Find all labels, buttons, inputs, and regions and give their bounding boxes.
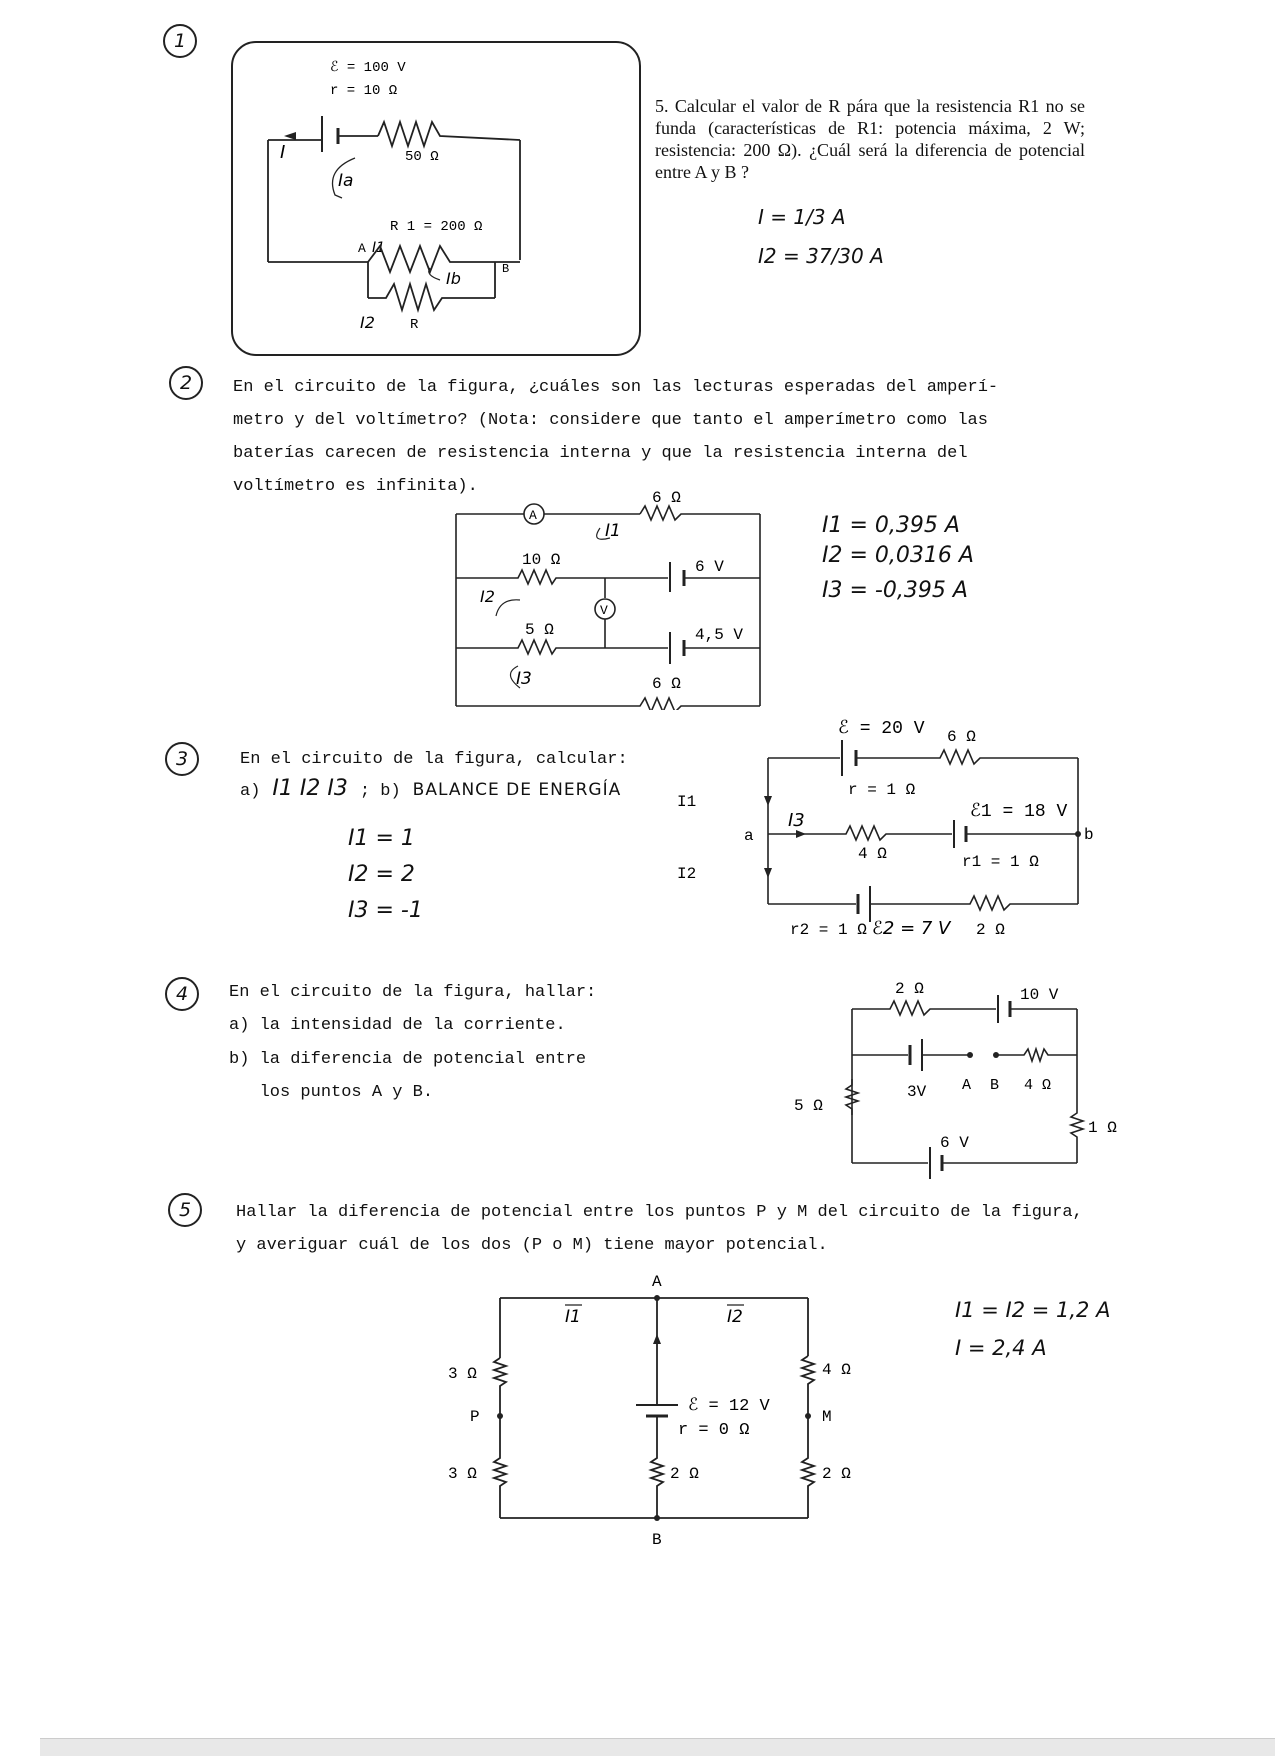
resistor-2-icon xyxy=(852,1001,996,1015)
circuit-4-r2: 2 Ω xyxy=(895,980,924,998)
resistor-4-icon xyxy=(802,1356,814,1416)
circuit-4-A: A xyxy=(962,1077,972,1094)
circuit-4-e10: 10 V xyxy=(1020,986,1059,1004)
problem-4-line-2: a) la intensidad de la corriente. xyxy=(229,1016,566,1035)
circuit-2-e6: 6 V xyxy=(695,558,724,576)
circuit-5-r2a: 2 Ω xyxy=(670,1465,699,1483)
circuit-2-I1: I1 xyxy=(605,521,621,541)
circuit-3-r1b: r1 = 1 Ω xyxy=(962,853,1039,871)
circuit-3-r6: 6 Ω xyxy=(947,728,976,746)
resistor-6-bot-icon xyxy=(456,698,760,710)
circuit-3-r4: 4 Ω xyxy=(858,845,887,863)
circuit-3-I2: I2 xyxy=(677,865,697,883)
resistor-2-center-icon xyxy=(651,1416,663,1518)
circuit-4-B: B xyxy=(990,1077,1000,1094)
circuit-3 xyxy=(660,718,1130,943)
problem-4-number: 4 xyxy=(165,977,199,1011)
circuit-1-r: r = 10 Ω xyxy=(330,83,398,99)
circuit-5-r4: 4 Ω xyxy=(822,1361,851,1379)
circuit-1-loop-Ia: Ia xyxy=(338,171,354,191)
circuit-1-I1: I1 xyxy=(372,240,386,256)
resistor-50-icon xyxy=(378,122,520,146)
circuit-2-r6top: 6 Ω xyxy=(652,489,681,507)
circuit-3-e1: ℰ1 = 18 V xyxy=(970,802,1068,822)
circuit-3-I1: I1 xyxy=(677,793,697,811)
problem-5-answer-2: I = 2,4 A xyxy=(955,1336,1047,1360)
resistor-1-icon xyxy=(1071,1107,1083,1163)
arrow-down-icon-2 xyxy=(764,868,772,878)
circuit-5-I1: I1 xyxy=(565,1307,581,1327)
problem-3-answer-2: I2 = 2 xyxy=(348,862,415,887)
circuit-4-r5: 5 Ω xyxy=(794,1097,823,1115)
problem-2-answer-2: I2 = 0,0316 A xyxy=(822,543,974,568)
arrow-icon xyxy=(284,132,296,140)
circuit-3-r2ohm: 2 Ω xyxy=(976,921,1005,939)
circuit-2-r6bot: 6 Ω xyxy=(652,675,681,693)
problem-5-line-1: Hallar la diferencia de potencial entre los puntos P y M del circuito de la figura, xyxy=(236,1203,1083,1222)
page-edge xyxy=(40,1738,1275,1756)
circuit-1 xyxy=(230,40,645,360)
circuit-5-r3b: 3 Ω xyxy=(448,1465,477,1483)
circuit-5-emf: ℰ = 12 V xyxy=(688,1397,770,1416)
circuit-3-r1ohm: r = 1 Ω xyxy=(848,781,916,799)
circuit-5-r2b: 2 Ω xyxy=(822,1465,851,1483)
resistor-R1-icon xyxy=(368,246,495,272)
circuit-2-r10: 10 Ω xyxy=(522,551,561,569)
problem-1-text: 5. Calcular el valor de R pára que la resistencia R1 no se funda (características de R1: potencia máxima, 2 W; resistencia: 200 Ω). ¿Cuál será la diferencia de potencial entre A y B ? xyxy=(655,96,1085,182)
resistor-2-right-icon xyxy=(802,1416,814,1518)
problem-3-answer-1: I1 = 1 xyxy=(348,826,415,851)
circuit-3-a: a xyxy=(744,827,754,845)
problem-4-line-4: los puntos A y B. xyxy=(229,1083,434,1102)
problem-3-part-b: ; b) xyxy=(359,782,401,801)
circuit-5-A: A xyxy=(652,1273,662,1291)
problem-2-answer-1: I1 = 0,395 A xyxy=(822,513,960,538)
problem-5-answer-1: I1 = I2 = 1,2 A xyxy=(955,1298,1111,1322)
circuit-5-r3a: 3 Ω xyxy=(448,1365,477,1383)
problem-4-line-1: En el circuito de la figura, hallar: xyxy=(229,983,597,1002)
resistor-6-top-icon xyxy=(640,506,760,520)
circuit-2-voltmeter: V xyxy=(600,603,608,618)
circuit-1-I2: I2 xyxy=(360,313,375,332)
circuit-3-I3: I3 xyxy=(788,810,805,831)
problem-2-number: 2 xyxy=(169,366,203,400)
problem-5-line-2: y averiguar cuál de los dos (P o M) tiene mayor potencial. xyxy=(236,1236,828,1255)
problem-3-variables: I1 I2 I3 xyxy=(272,776,348,801)
circuit-1-R1: R 1 = 200 Ω xyxy=(390,219,483,235)
circuit-5-P: P xyxy=(470,1408,480,1426)
circuit-3-e20: ℰ = 20 V xyxy=(838,719,925,739)
resistor-3-bot-icon xyxy=(494,1416,506,1518)
problem-5-number: 5 xyxy=(168,1193,202,1227)
circuit-2-ammeter: A xyxy=(529,508,537,523)
resistor-10-icon xyxy=(456,570,668,584)
circuit-5-B: B xyxy=(652,1531,662,1548)
problem-2-answer-3: I3 = -0,395 A xyxy=(822,578,968,603)
resistor-2-icon xyxy=(870,896,1078,910)
circuit-1-B: B xyxy=(502,262,510,276)
problem-1-answer-2: I2 = 37/30 A xyxy=(758,244,884,268)
circuit-4-e6: 6 V xyxy=(940,1134,969,1152)
problem-3-energy-balance: BALANCE DE ENERGÍA xyxy=(412,780,622,800)
resistor-6-icon xyxy=(856,750,1078,764)
resistor-R-icon xyxy=(368,284,495,310)
circuit-1-R: R xyxy=(410,317,419,333)
circuit-2-I2: I2 xyxy=(480,587,495,606)
problem-1-answer-1: I = 1/3 A xyxy=(758,205,846,229)
circuit-3-e2: ℰ2 = 7 V xyxy=(872,918,951,939)
problem-3-text-line-2 xyxy=(240,776,621,801)
problem-3-text-line-1: En el circuito de la figura, calcular: xyxy=(240,750,628,769)
circuit-1-emf: ℰ = 100 V xyxy=(330,60,406,76)
circuit-2-r5: 5 Ω xyxy=(525,621,554,639)
circuit-4-r4: 4 Ω xyxy=(1024,1077,1052,1094)
circuit-1-r50: 50 Ω xyxy=(405,149,439,165)
resistor-5-icon xyxy=(456,640,668,654)
circuit-3-r2: r2 = 1 Ω xyxy=(790,921,867,939)
circuit-2 xyxy=(450,488,770,710)
circuit-4-r1: 1 Ω xyxy=(1088,1119,1117,1137)
problem-3-part-a: a) xyxy=(240,782,261,801)
resistor-4-icon xyxy=(996,1049,1077,1061)
problem-2-text: En el circuito de la figura, ¿cuáles son las lecturas esperadas del amperí- metro y del voltímetro? (Nota: considere que tanto el amperímetro como las baterías carecen de resistencia interna y que la resistencia interna del voltímetro es infinita). xyxy=(233,378,999,496)
circuit-1-A: A xyxy=(358,241,366,256)
circuit-4-e3: 3V xyxy=(907,1083,927,1101)
circuit-1-current-I: I xyxy=(280,142,286,163)
circuit-2-I3: I3 xyxy=(516,669,532,689)
circuit-5 xyxy=(430,1268,870,1548)
circuit-3-b: b xyxy=(1084,826,1094,844)
problem-3-answer-3: I3 = -1 xyxy=(348,898,423,923)
problem-3-number: 3 xyxy=(165,742,199,776)
circuit-5-I2: I2 xyxy=(727,1307,743,1327)
problem-4-line-3: b) la diferencia de potencial entre xyxy=(229,1050,587,1069)
arrow-up-icon xyxy=(653,1334,661,1344)
circuit-1-Ib: Ib xyxy=(446,269,461,288)
problem-1-number: 1 xyxy=(163,24,197,58)
circuit-5-M: M xyxy=(822,1408,832,1426)
resistor-3-top-icon xyxy=(494,1358,506,1416)
arrow-down-icon xyxy=(764,796,772,806)
circuit-5-r: r = 0 Ω xyxy=(678,1421,750,1440)
circuit-4 xyxy=(790,975,1130,1190)
circuit-2-e45: 4,5 V xyxy=(695,626,744,644)
